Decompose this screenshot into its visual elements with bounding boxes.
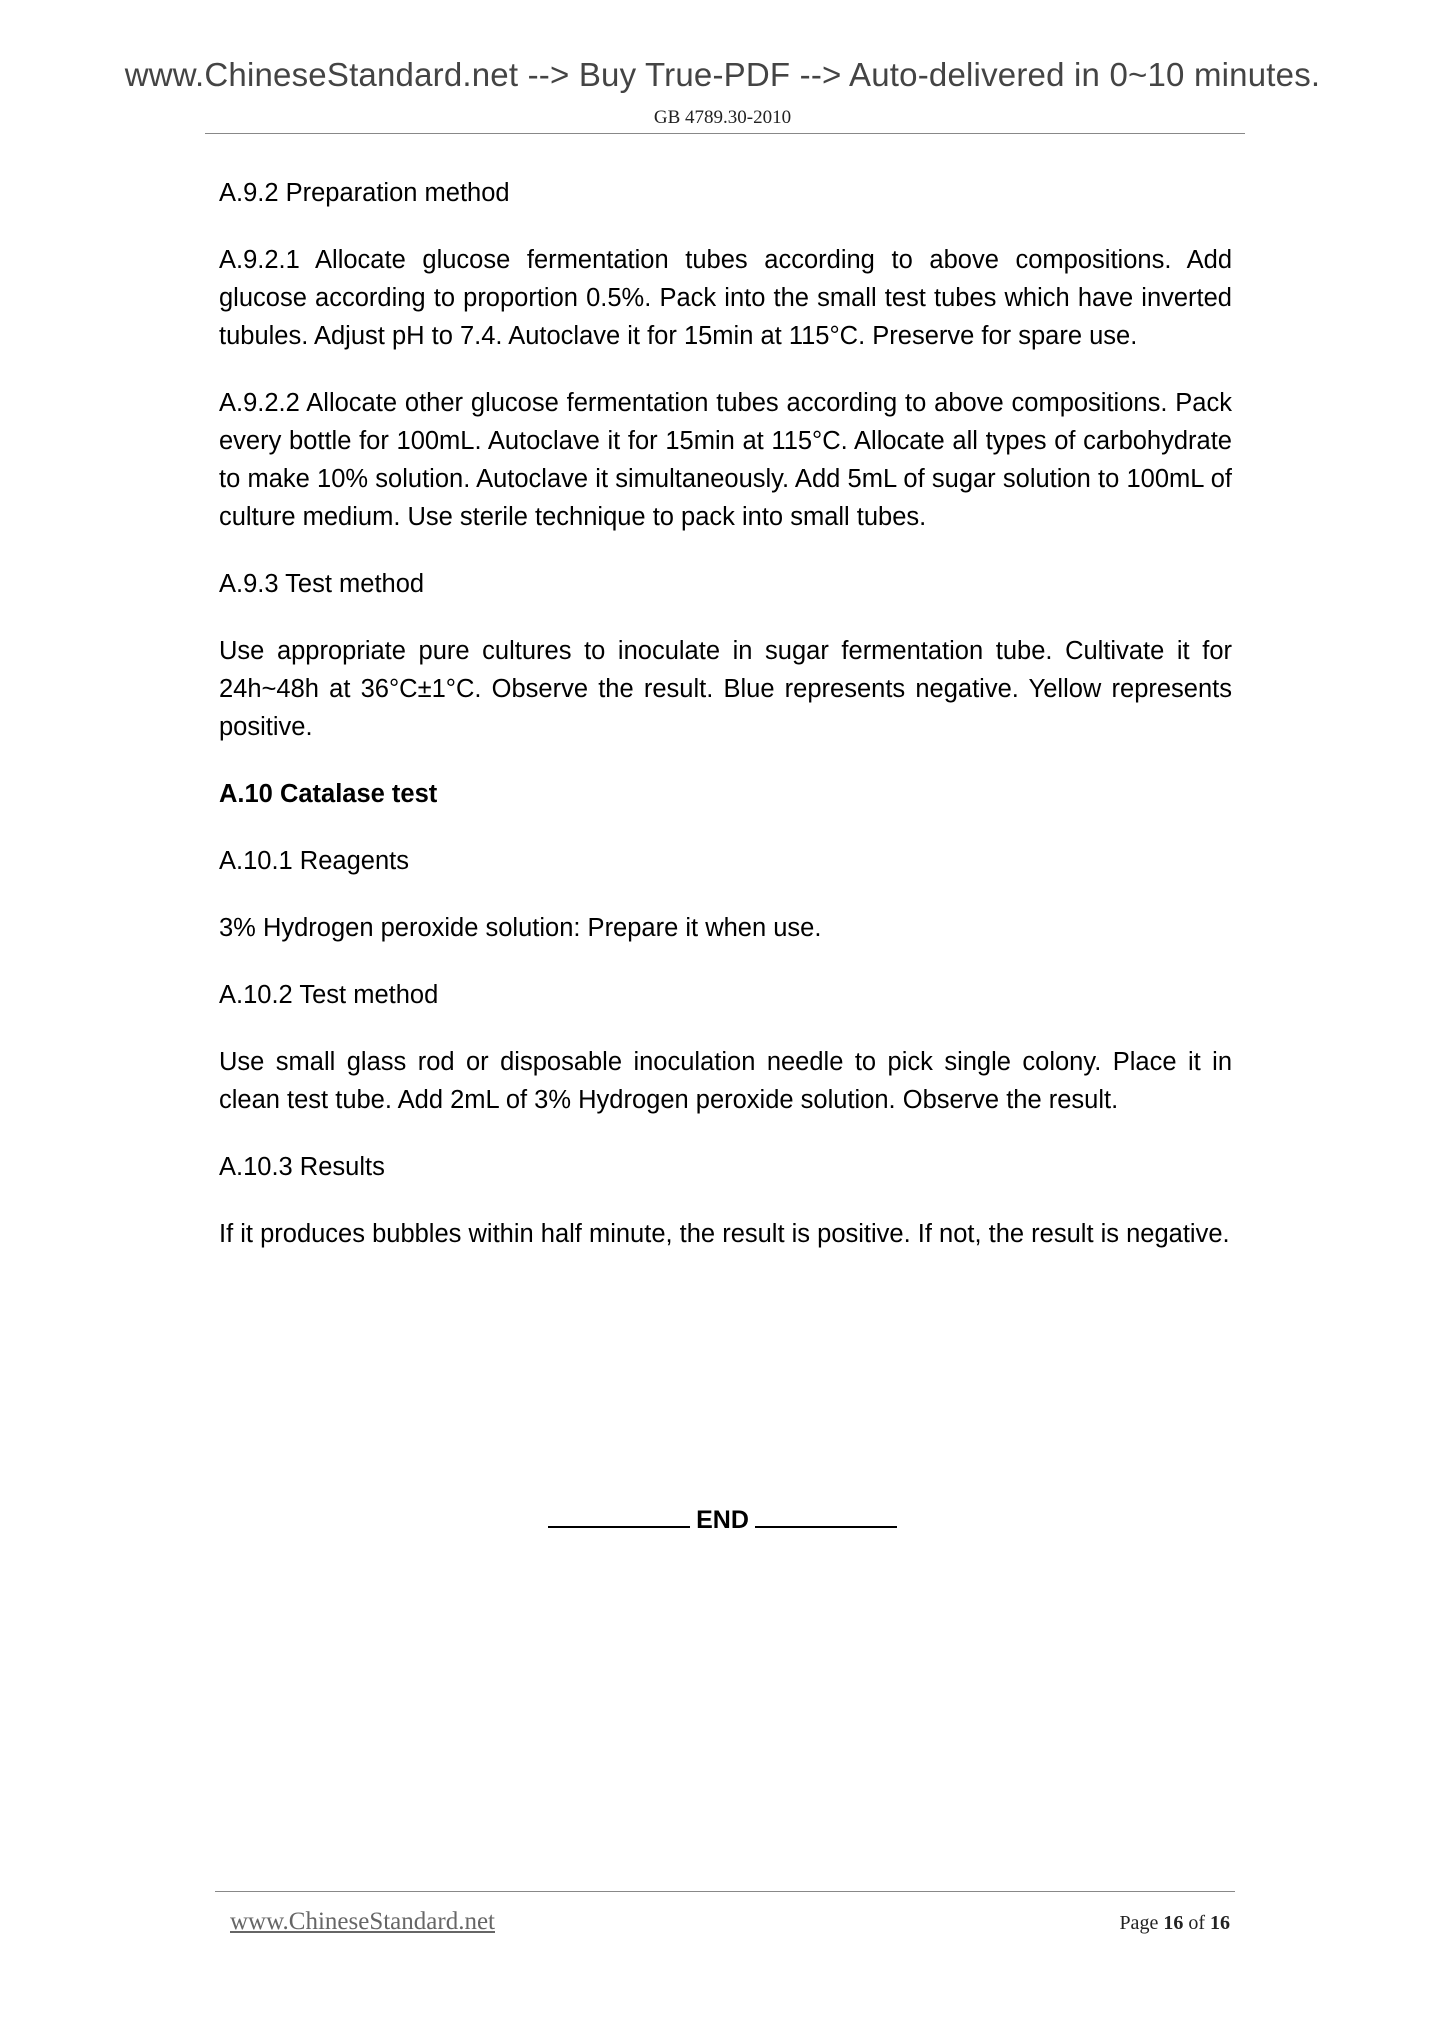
paragraph-reagents: 3% Hydrogen peroxide solution: Prepare it when use.	[219, 914, 822, 942]
section-heading-a-10-2: A.10.2 Test method	[219, 981, 439, 1009]
paragraph-a-9-2-1: A.9.2.1 Allocate glucose fermentation tubes according to above compositions. Add glucose according to proportion 0.5%. Pack into the small test tubes which have inverted tubules. Adjust pH to 7.4. Autoclave it for 15min at 115°C. Preserve for spare use.	[219, 246, 1232, 350]
paragraph-a-9-2-2: A.9.2.2 Allocate other glucose fermentation tubes according to above compositions. Pack every bottle for 100mL. Autoclave it for 15min at 115°C. Allocate all types of carbohydrate to make 10% solution. Autoclave it simultaneously. Add 5mL of sugar solution to 100mL of culture medium. Use sterile technique to pack into small tubes.	[219, 389, 1232, 531]
section-heading-a-10: A.10 Catalase test	[219, 780, 438, 808]
page-of: of	[1188, 1912, 1205, 1934]
section-heading-a-9-3: A.9.3 Test method	[219, 570, 425, 598]
section-heading-a-10-1: A.10.1 Reagents	[219, 847, 409, 875]
document-body	[219, 174, 1232, 1282]
header-divider	[205, 133, 1245, 134]
section-heading-a-10-3: A.10.3 Results	[219, 1153, 385, 1181]
end-underline-left	[548, 1502, 690, 1528]
footer-divider	[215, 1891, 1235, 1892]
page-current: 16	[1163, 1912, 1184, 1934]
end-label: END	[696, 1506, 749, 1534]
paragraph-results: If it produces bubbles within half minute, the result is positive. If not, the result is negative.	[219, 1220, 1230, 1248]
end-underline-right	[755, 1502, 897, 1528]
document-number: GB 4789.30-2010	[653, 107, 792, 128]
page-number	[1119, 1912, 1230, 1935]
paragraph-a-10-2-test: Use small glass rod or disposable inoculation needle to pick single colony. Place it in clean test tube. Add 2mL of 3% Hydrogen peroxide solution. Observe the result.	[219, 1048, 1232, 1114]
paragraph-a-9-3-test: Use appropriate pure cultures to inoculate in sugar fermentation tube. Cultivate it for 24h~48h at 36°C±1°C. Observe the result. Blue represents negative. Yellow represents positive.	[219, 637, 1232, 741]
end-marker	[0, 1502, 1445, 1535]
footer-website-link[interactable]: www.ChineseStandard.net	[230, 1908, 495, 1935]
section-heading-a-9-2: A.9.2 Preparation method	[219, 179, 510, 207]
header-banner: www.ChineseStandard.net --> Buy True-PDF --> Auto-delivered in 0~10 minutes.	[124, 56, 1321, 93]
page-total: 16	[1210, 1912, 1230, 1934]
page-label: Page	[1119, 1912, 1159, 1934]
